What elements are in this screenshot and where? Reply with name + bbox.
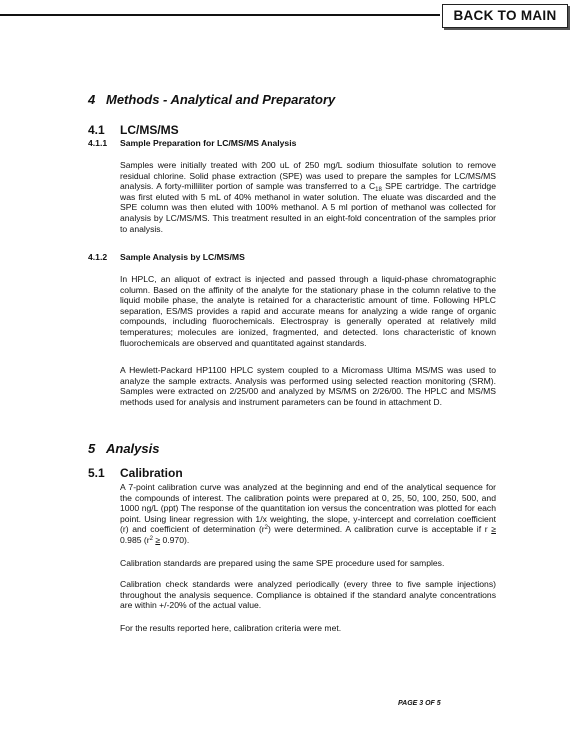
section-5-heading <box>88 441 159 456</box>
section-4-heading <box>88 92 335 107</box>
section-title: Sample Analysis by LC/MS/MS <box>120 252 245 262</box>
section-number: 4.1.2 <box>88 252 108 262</box>
back-to-main-button[interactable]: BACK TO MAIN <box>442 4 568 28</box>
calibration-paragraph: A 7-point calibration curve was analyzed at the beginning and end of the analytical sequence for the compounds of interest. The calibration points were prepared at 0, 25, 50, 100, 250, 500, and 1000 ng/L (ppt) The response of the quantitation ion versus the concentration was plotted for each point. Using linear regression with 1/x weighting, the slope, y-intercept and correlation coefficient (r) and coefficient of determination $(r^2)$ were determined. A calibration curve is acceptable if r ≥ 0.985 $(r^2 \ge 0.970)$. <box>120 482 496 545</box>
calibration-result-paragraph: For the results reported here, calibration criteria were met. <box>120 623 342 633</box>
section-4-1-heading <box>88 123 179 137</box>
sample-preparation-paragraph: Samples were initially treated with 200 uL of 250 mg/L sodium thiosulfate solution to remove residual chlorine. Solid phase extraction (SPE) was used to prepare the samples for LC/MS/MS analysis. A forty-milliliter portion of sample was transferred to a $C_{18}$ SPE cartridge. The cartridge was first eluted with 5 mL of 40% methanol in water solution. The eluate was discarded and the SPE column was then eluted with 100% methanol. A 5 ml portion of methanol was collected for analysis by LC/MS/MS. This treatment resulted in an eight-fold concentration of the samples prior to analysis. <box>120 160 496 234</box>
section-5-1-heading <box>88 466 183 480</box>
section-title: Methods - Analytical and Preparatory <box>106 92 336 107</box>
section-title: LC/MS/MS <box>120 123 179 137</box>
section-title: Calibration <box>120 466 183 480</box>
calibration-check-paragraph: Calibration check standards were analyzed periodically (every three to five sample injections) throughout the analysis sequence. Compliance is obtained if the standard analyte concentrations are within +/-20% of the actual value. <box>120 579 496 611</box>
instrument-paragraph: A Hewlett-Packard HP1100 HPLC system coupled to a Micromass Ultima MS/MS was used to analyze the sample extracts. Analysis was performed using selected reaction monitoring (SRM). Samples were extracted on 2/25/00 and analyzed by MS/MS on 2/26/00. The HPLC and MS/MS methods used for analysis and instrument parameters can be found in attachment D. <box>120 365 496 407</box>
section-4-1-2-heading <box>88 252 245 262</box>
section-number: 4.1 <box>88 123 105 137</box>
header-rule <box>0 14 440 16</box>
page-number: PAGE 3 OF 5 <box>398 700 441 707</box>
section-number: 5.1 <box>88 466 105 480</box>
section-number: 4.1.1 <box>88 138 108 148</box>
section-number: 4 <box>88 92 96 107</box>
section-title: Analysis <box>106 441 160 456</box>
section-4-1-1-heading <box>88 138 296 148</box>
section-title: Sample Preparation for LC/MS/MS Analysis <box>120 138 297 148</box>
calibration-standards-paragraph: Calibration standards are prepared using the same SPE procedure used for samples. <box>120 558 445 568</box>
hplc-paragraph: In HPLC, an aliquot of extract is injected and passed through a liquid-phase chromatographic column. Based on the affinity of the analyte for the stationary phase in the column relative to the liquid mobile phase, the analyte is retained for a characteristic amount of time. Following HPLC separation, ES/MS provides a rapid and accurate means for analyzing a wide range of organic compounds, including fluorochemicals. Electrospray is generally operated at relatively mild temperatures; molecules are ionized, fragmented, and detected. Ions characteristic of known fluorochemicals are observed and quantitated against standards. <box>120 274 496 348</box>
section-number: 5 <box>88 441 96 456</box>
